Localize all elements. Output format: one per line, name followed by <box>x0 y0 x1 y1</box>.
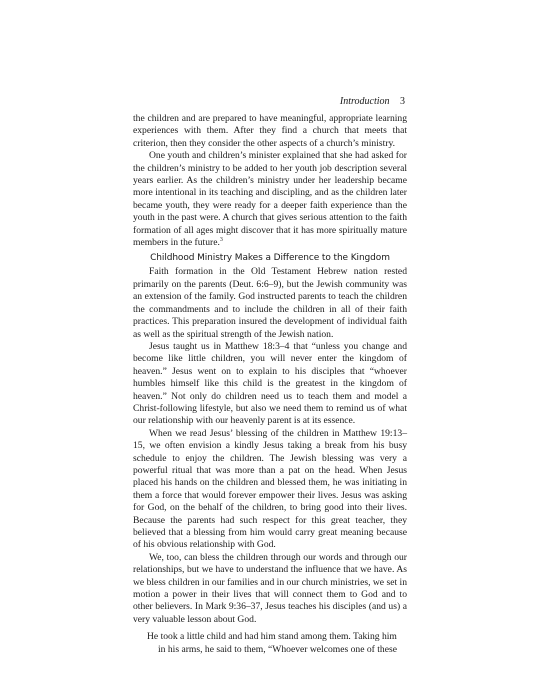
paragraph: We, too, can bless the children through our words and through our relationships, but we have to understand the influence that we have. As we bless children in our families and in our church ministries, we set in motion a power in their lives that will connect them to God and to other believers. In Mark 9:36–37, Jesus teaches his disciples (and us) a very valuable lesson about God. <box>133 551 407 625</box>
page-number: 3 <box>400 96 405 107</box>
paragraph-continued <box>133 113 407 150</box>
block-quote <box>133 631 407 656</box>
section-heading: Childhood Ministry Makes a Difference to the Kingdom <box>150 253 390 264</box>
paragraph-text: One youth and children’s minister explained that she had asked for the children’s ministry to be added to her youth job description several years earlier. As the children’s ministry under her leadership became more intentional in its teaching and discipling, and as the children later became youth, they were ready for a deeper faith experience than the youth in the past were. A church that gives serious attention to the faith formation of all ages might discover that it has more spiritually mature members in the future. <box>133 150 407 249</box>
footnote-marker: 3 <box>219 236 223 243</box>
paragraph <box>133 150 407 249</box>
running-head-title: Introduction <box>339 96 390 107</box>
paragraph: Jesus taught us in Matthew 18:3–4 that “unless you change and become like little children, you will never enter the kingdom of heaven.” Jesus went on to explain to his disciples that “whoever humbles himself like this child is the greatest in the kingdom of heaven.” Not only do children need us to teach them and model a Christ-following lifestyle, but also we need them to remind us of what our relationship with our heavenly parent is at its essence. <box>133 340 407 427</box>
quote-line: He took a little child and had him stand among them. Taking him <box>147 631 397 643</box>
paragraph: Faith formation in the Old Testament Hebrew nation rested primarily on the parents (Deut. 6:6–9), but the Jewish community was an extension of the family. God instructed parents to teach the children the commandments and to include the children in all of their faith practices. This preparation insured the development of individual faith as well as the spiritual strength of the Jewish nation. <box>133 266 407 340</box>
paragraph-text: the children and are prepared to have meaningful, appropriate learning experiences with them. After they find a church that meets that criterion, then they consider the other aspects of a church’s ministry. <box>133 113 407 149</box>
quote-line: in his arms, he said to them, “Whoever welcomes one of these <box>158 643 397 655</box>
body-text <box>133 113 407 656</box>
paragraph: When we read Jesus’ blessing of the children in Matthew 19:13–15, we often envision a kindly Jesus taking a break from his busy schedule to enjoy the children. The Jewish blessing was very a powerful ritual that was more than a pat on the head. When Jesus placed his hands on the children and blessed them, he was initiating in them a force that would forever empower their lives. Jesus was asking for God, on the behalf of the children, to bring good into their lives. Because the parents had such respect for this great teacher, they believed that a blessing from him would carry great meaning because of his obvious relationship with God. <box>133 427 407 551</box>
running-head <box>340 96 405 108</box>
